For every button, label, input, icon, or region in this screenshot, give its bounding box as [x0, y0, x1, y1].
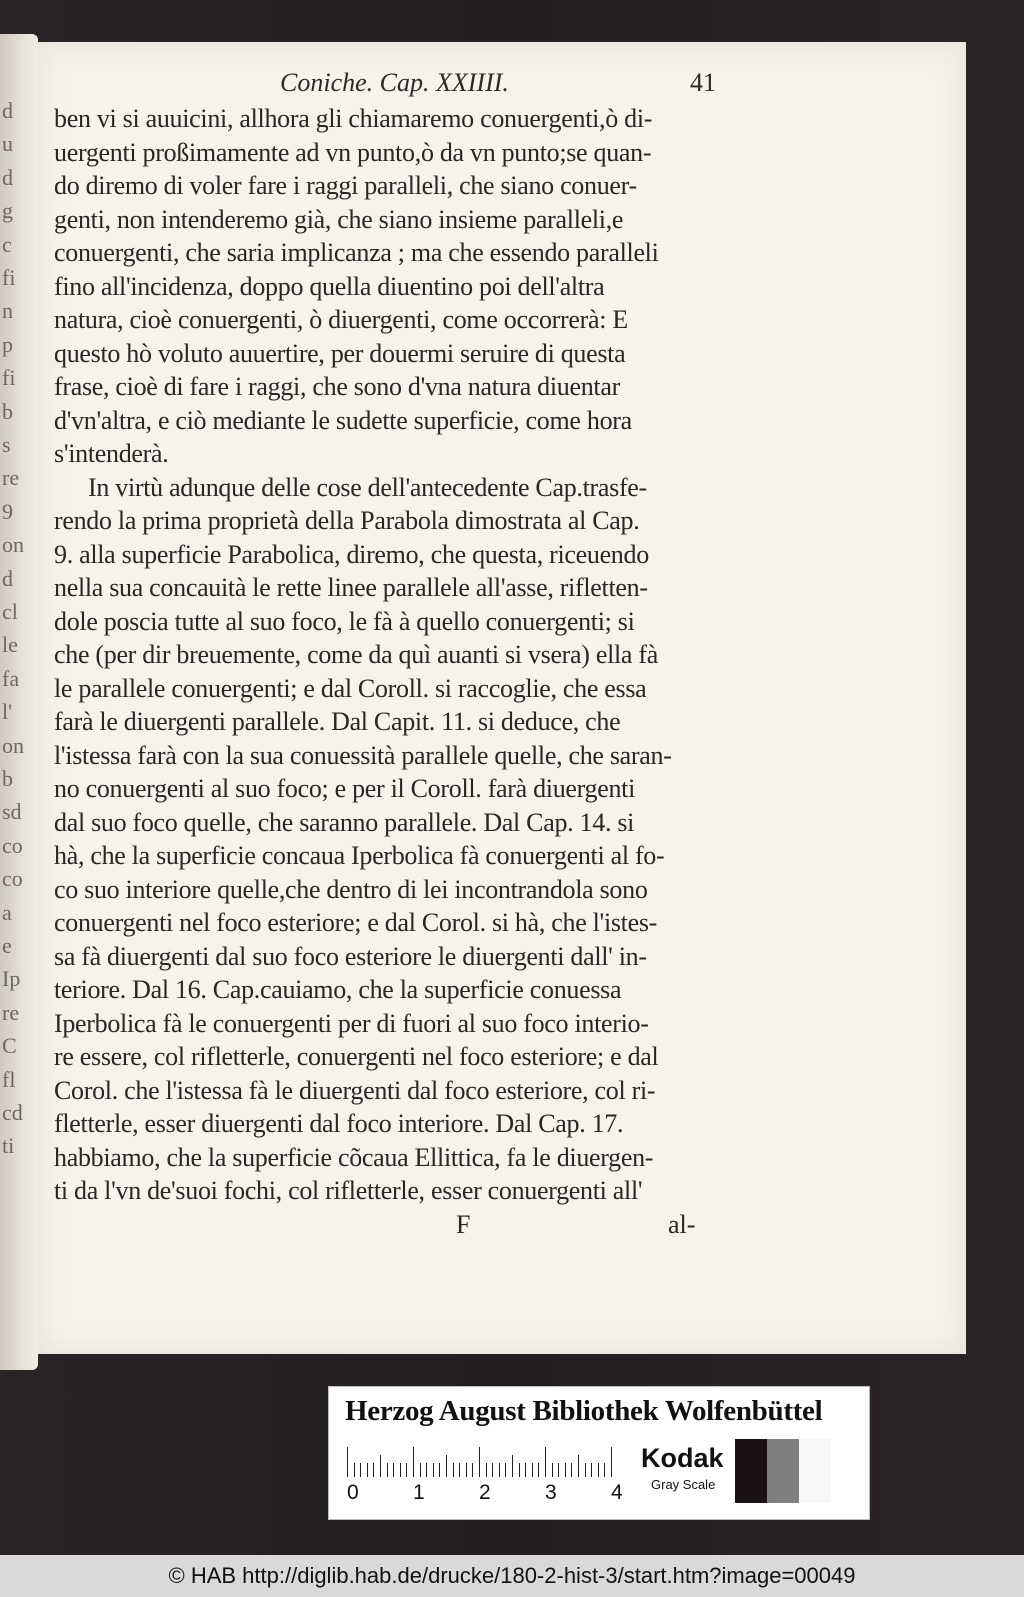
swatch-dark [735, 1439, 767, 1503]
ruler-tick [532, 1463, 533, 1477]
prev-page-fragment: d [2, 98, 13, 123]
prev-page-fragment: le [2, 632, 18, 658]
text-line: habbiamo, che la superficie cõcaua Ellittica, fa le diuergen- [54, 1142, 654, 1172]
ruler-tick [499, 1463, 500, 1477]
text-line: do diremo di voler fare i raggi paralleli, che siano conuer- [54, 171, 637, 200]
ruler-tick [406, 1463, 407, 1477]
text-line: questo hò voluto auuertire, per douermi seruire di questa [54, 338, 626, 368]
ruler-tick [512, 1455, 513, 1477]
ruler-tick [459, 1463, 460, 1477]
prev-page-fragment: Ip [2, 966, 21, 992]
ruler-tick [545, 1447, 546, 1477]
prev-page-fragment: re [2, 999, 20, 1025]
ruler-tick [347, 1447, 348, 1477]
prev-page-fragment: c [2, 231, 12, 257]
ruler-tick [400, 1463, 401, 1477]
ruler-tick [558, 1463, 559, 1477]
text-line: frase, cioè di fare i raggi, che sono d'vna natura diuentar [54, 372, 620, 401]
swatch-mid [767, 1439, 799, 1503]
running-head: Coniche. Cap. XXIIII. [280, 68, 509, 97]
prev-page-fragment: g [2, 198, 13, 224]
prev-page-fragment: on [2, 732, 24, 758]
footer-url: © HAB http://diglib.hab.de/drucke/180-2-hist-3/start.htm?image=00049 [168, 1563, 856, 1588]
ruler-tick [380, 1455, 381, 1477]
ruler-tick [552, 1463, 553, 1477]
ruler-tick [571, 1463, 572, 1477]
text-line: re essere, col rifletterle, conuergenti nel foco esteriore; e dal [54, 1042, 659, 1071]
ruler-label: 2 [479, 1481, 491, 1504]
prev-page-fragment: cl [2, 599, 18, 624]
prev-page-fragment: fl [2, 1066, 16, 1092]
ruler-tick [486, 1463, 487, 1477]
ruler-tick [354, 1463, 355, 1477]
prev-page-fragment: s [2, 432, 11, 457]
library-name: Herzog August Bibliothek Wolfenbüttel [345, 1395, 823, 1427]
text-line: ti da l'vn de'suoi fochi, col rifletterle, esser conuergenti all' [54, 1176, 643, 1205]
prev-page-fragment: d [2, 565, 13, 591]
text-line: rendo la prima proprietà della Parabola dimostrata al Cap. [54, 506, 640, 535]
text-line: In virtù adunque delle cose dell'antecedente Cap.trasfe- [88, 472, 647, 502]
footer-bar [0, 1555, 1024, 1597]
prev-page-fragment: C [2, 1033, 17, 1059]
prev-page-fragment: p [2, 331, 13, 357]
prev-page-fragment: l' [2, 699, 13, 725]
ruler-tick [373, 1463, 374, 1477]
previous-page-edge [0, 34, 38, 1370]
prev-page-fragment: re [2, 465, 20, 491]
prev-page-fragment: ti [2, 1133, 15, 1159]
ruler-tick [538, 1463, 539, 1477]
page-footer-row [38, 1210, 966, 1244]
kodak-logo: Kodak [641, 1443, 724, 1473]
ruler-tick [426, 1463, 427, 1477]
ruler-tick [387, 1463, 388, 1477]
ruler-labels [347, 1481, 637, 1507]
prev-page-fragment: e [2, 933, 12, 958]
ruler-tick [393, 1463, 394, 1477]
ruler-tick [611, 1447, 612, 1477]
ruler-tick [591, 1463, 592, 1477]
ruler-tick [453, 1463, 454, 1477]
ruler-tick [360, 1463, 361, 1477]
text-line: sa fà diuergenti dal suo foco esteriore le diuergenti dall' in- [54, 941, 647, 971]
ruler-tick [433, 1463, 434, 1477]
ruler-label: 3 [545, 1481, 557, 1504]
ruler-tick [505, 1463, 506, 1477]
ruler-tick [578, 1455, 579, 1477]
text-line: fletterle, esser diuergenti dal foco interiore. Dal Cap. 17. [54, 1109, 624, 1138]
ruler-tick [472, 1463, 473, 1477]
prev-page-fragment: b [2, 766, 13, 791]
text-line: Corol. che l'istessa fà le diuergenti dal foco esteriore, col ri- [54, 1075, 656, 1105]
text-line: dole poscia tutte al suo foco, le fà à quello conuergenti; si [54, 606, 635, 636]
prev-page-fragment: 9 [2, 498, 13, 524]
text-line: nella sua concauità le rette linee parallele all'asse, rifletten- [54, 573, 648, 602]
prev-page-fragment: sd [2, 799, 22, 825]
swatch-light [799, 1439, 831, 1503]
prev-page-fragment: b [2, 398, 13, 424]
gray-scale-label: Gray Scale [651, 1477, 716, 1492]
text-line: dal suo foco quelle, che saranno parallele. Dal Cap. 14. si [54, 807, 635, 837]
text-line: s'intenderà. [54, 439, 169, 468]
prev-page-fragment: co [2, 866, 23, 892]
ruler-tick [519, 1463, 520, 1477]
ruler-label: 0 [347, 1481, 359, 1504]
text-line: ben vi si auuicini, allhora gli chiamaremo conuergenti,ò di- [54, 104, 653, 133]
text-line: fino all'incidenza, doppo quella diuentino poi dell'altra [54, 271, 605, 301]
text-line: uergenti proßimamente ad vn punto,ò da vn punto;se quan- [54, 137, 652, 167]
ruler-tick [479, 1447, 480, 1477]
text-line: le parallele conuergenti; e dal Coroll. si raccoglie, che essa [54, 673, 647, 703]
prev-page-fragment: u [2, 131, 13, 157]
catchword: al- [668, 1210, 696, 1239]
ruler-label: 1 [413, 1481, 425, 1504]
ruler-tick [604, 1463, 605, 1477]
text-line: d'vn'altra, e ciò mediante le sudette superficie, come hora [54, 405, 632, 435]
text-line: genti, non intenderemo già, che siano insieme paralleli,e [54, 204, 624, 234]
ruler-tick [525, 1463, 526, 1477]
ruler-tick [420, 1463, 421, 1477]
ruler-tick [598, 1463, 599, 1477]
prev-page-fragment: n [2, 298, 13, 324]
text-line: farà le diuergenti parallele. Dal Capit. 11. si deduce, che [54, 707, 621, 736]
prev-page-fragment: cd [2, 1100, 23, 1125]
prev-page-fragment: fi [2, 365, 16, 391]
prev-page-fragment: d [2, 164, 13, 190]
prev-page-fragment: fi [2, 265, 16, 290]
body-text [54, 102, 754, 1208]
text-line: conuergenti nel foco esteriore; e dal Corol. si hà, che l'istes- [54, 908, 658, 937]
text-line: teriore. Dal 16. Cap.cauiamo, che la superficie conuessa [54, 975, 622, 1004]
text-line: 9. alla superficie Parabolica, diremo, che questa, riceuendo [54, 539, 649, 569]
page-number: 41 [690, 68, 716, 97]
ruler-tick [585, 1463, 586, 1477]
ruler-label: 4 [611, 1481, 623, 1504]
text-line: che (per dir breuemente, come da quì auanti si vsera) ella fà [54, 640, 658, 669]
text-line: conuergenti, che saria implicanza ; ma che essendo paralleli [54, 238, 659, 267]
text-line: no conuergenti al suo foco; e per il Coroll. farà diuergenti [54, 774, 636, 803]
ruler-tick [413, 1447, 414, 1477]
ruler-tick [492, 1463, 493, 1477]
signature-mark: F [456, 1210, 471, 1239]
ruler-tick [367, 1463, 368, 1477]
text-line: Iperbolica fà le conuergenti per di fuori al suo foco interio- [54, 1008, 649, 1038]
text-line: co suo interiore quelle,che dentro di lei incontrandola sono [54, 874, 648, 904]
prev-page-fragment: a [2, 899, 12, 925]
prev-page-fragment: on [2, 532, 24, 558]
color-scale-card [328, 1386, 870, 1520]
text-line: hà, che la superficie concaua Iperbolica fà conuergenti al fo- [54, 841, 665, 870]
book-page [38, 42, 966, 1354]
ruler-tick [565, 1463, 566, 1477]
page-header [38, 68, 966, 104]
text-line: natura, cioè conuergenti, ò diuergenti, come occorrerà: E [54, 305, 628, 334]
text-line: l'istessa farà con la sua conuessità parallele quelle, che saran- [54, 740, 672, 770]
prev-page-fragment: fa [2, 665, 20, 691]
ruler-scale [347, 1447, 615, 1477]
prev-page-fragment: co [2, 832, 23, 858]
ruler-tick [439, 1463, 440, 1477]
ruler-tick [446, 1455, 447, 1477]
ruler-tick [466, 1463, 467, 1477]
